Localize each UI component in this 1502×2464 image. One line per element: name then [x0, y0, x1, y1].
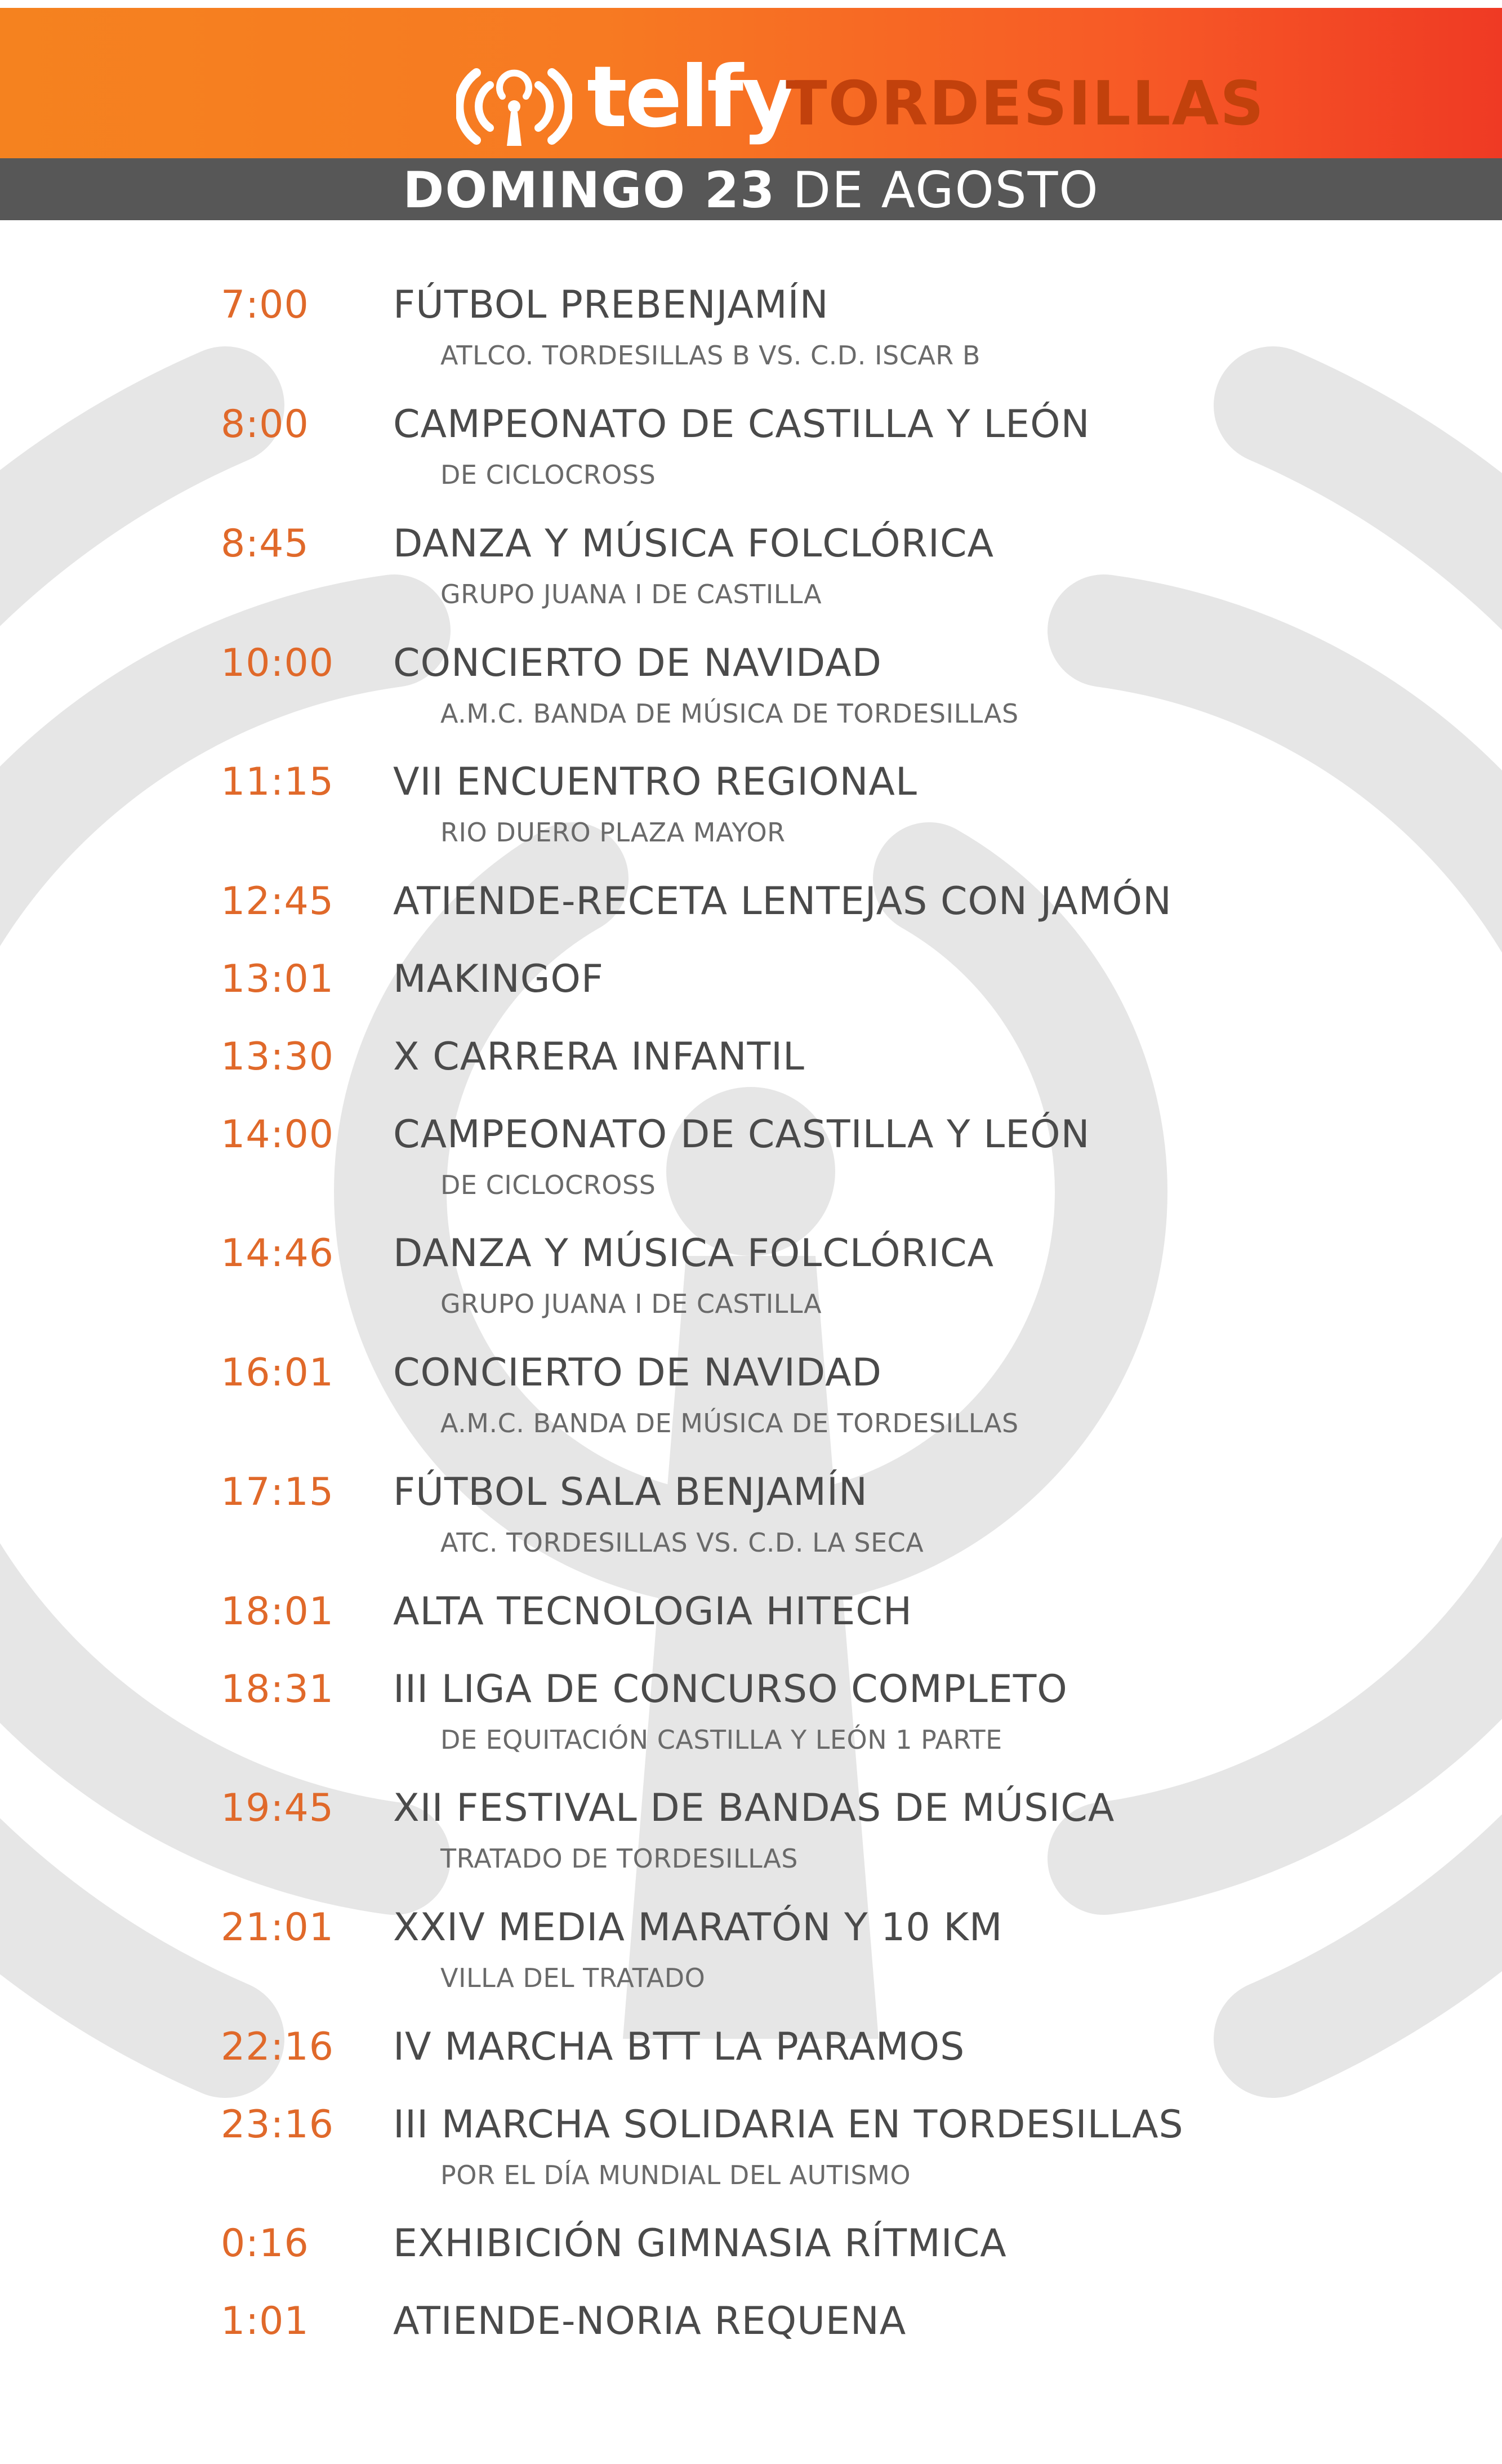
event-title: III LIGA DE CONCURSO COMPLETO — [393, 1667, 1068, 1712]
event-subtitle: A.M.C. BANDA DE MÚSICA DE TORDESILLAS — [440, 698, 1019, 729]
event-title: IV MARCHA BTT LA PARAMOS — [393, 2025, 965, 2069]
event-title: DANZA Y MÚSICA FOLCLÓRICA — [393, 1231, 994, 1276]
event-subtitle: RIO DUERO PLAZA MAYOR — [440, 817, 786, 848]
brand-name: telfy — [587, 48, 794, 146]
event-time: 23:16 — [221, 2102, 334, 2147]
event-title: ALTA TECNOLOGIA HITECH — [393, 1589, 912, 1634]
event-time: 19:45 — [221, 1786, 334, 1830]
location-title: TORDESILLAS — [786, 69, 1265, 139]
event-subtitle: GRUPO JUANA I DE CASTILLA — [440, 579, 822, 609]
event-subtitle: DE CICLOCROSS — [440, 1170, 656, 1200]
event-title: EXHIBICIÓN GIMNASIA RÍTMICA — [393, 2221, 1007, 2266]
event-title: CONCIERTO DE NAVIDAD — [393, 641, 882, 685]
event-subtitle: ATC. TORDESILLAS VS. C.D. LA SECA — [440, 1527, 924, 1558]
event-time: 10:00 — [221, 641, 334, 685]
event-subtitle: DE EQUITACIÓN CASTILLA Y LEÓN 1 PARTE — [440, 1725, 1002, 1755]
event-title: ATIENDE-RECETA LENTEJAS CON JAMÓN — [393, 879, 1172, 924]
event-subtitle: TRATADO DE TORDESILLAS — [440, 1843, 798, 1874]
event-time: 8:45 — [221, 522, 309, 566]
event-time: 7:00 — [221, 283, 309, 327]
event-title: XXIV MEDIA MARATÓN Y 10 KM — [393, 1905, 1003, 1950]
event-subtitle: DE CICLOCROSS — [440, 460, 656, 490]
event-time: 14:46 — [221, 1231, 334, 1276]
event-time: 21:01 — [221, 1905, 334, 1950]
event-time: 18:31 — [221, 1667, 334, 1712]
event-time: 1:01 — [221, 2299, 309, 2343]
event-title: FÚTBOL SALA BENJAMÍN — [393, 1470, 868, 1514]
event-title: CAMPEONATO DE CASTILLA Y LEÓN — [393, 402, 1090, 447]
event-time: 13:01 — [221, 957, 334, 1001]
event-time: 8:00 — [221, 402, 309, 447]
event-time: 0:16 — [221, 2221, 309, 2266]
event-title: DANZA Y MÚSICA FOLCLÓRICA — [393, 522, 994, 566]
event-time: 14:00 — [221, 1112, 334, 1157]
event-time: 13:30 — [221, 1035, 334, 1079]
event-title: VII ENCUENTRO REGIONAL — [393, 760, 917, 804]
event-time: 22:16 — [221, 2025, 334, 2069]
event-title: FÚTBOL PREBENJAMÍN — [393, 283, 829, 327]
event-title: CONCIERTO DE NAVIDAD — [393, 1351, 882, 1395]
event-subtitle: GRUPO JUANA I DE CASTILLA — [440, 1289, 822, 1319]
event-subtitle: ATLCO. TORDESILLAS B VS. C.D. ISCAR B — [440, 340, 980, 371]
event-title: CAMPEONATO DE CASTILLA Y LEÓN — [393, 1112, 1090, 1157]
event-title: III MARCHA SOLIDARIA EN TORDESILLAS — [393, 2102, 1184, 2147]
event-title: X CARRERA INFANTIL — [393, 1035, 805, 1079]
event-time: 17:15 — [221, 1470, 334, 1514]
date-month: DE AGOSTO — [775, 161, 1099, 219]
event-time: 12:45 — [221, 879, 334, 924]
event-time: 11:15 — [221, 760, 334, 804]
event-subtitle: POR EL DÍA MUNDIAL DEL AUTISMO — [440, 2160, 911, 2190]
event-title: ATIENDE-NORIA REQUENA — [393, 2299, 907, 2343]
date-day: DOMINGO 23 — [403, 161, 776, 219]
event-time: 18:01 — [221, 1589, 334, 1634]
event-time: 16:01 — [221, 1351, 334, 1395]
event-title: XII FESTIVAL DE BANDAS DE MÚSICA — [393, 1786, 1115, 1830]
event-subtitle: VILLA DEL TRATADO — [440, 1963, 706, 1993]
event-title: MAKINGOF — [393, 957, 604, 1001]
event-subtitle: A.M.C. BANDA DE MÚSICA DE TORDESILLAS — [440, 1408, 1019, 1438]
